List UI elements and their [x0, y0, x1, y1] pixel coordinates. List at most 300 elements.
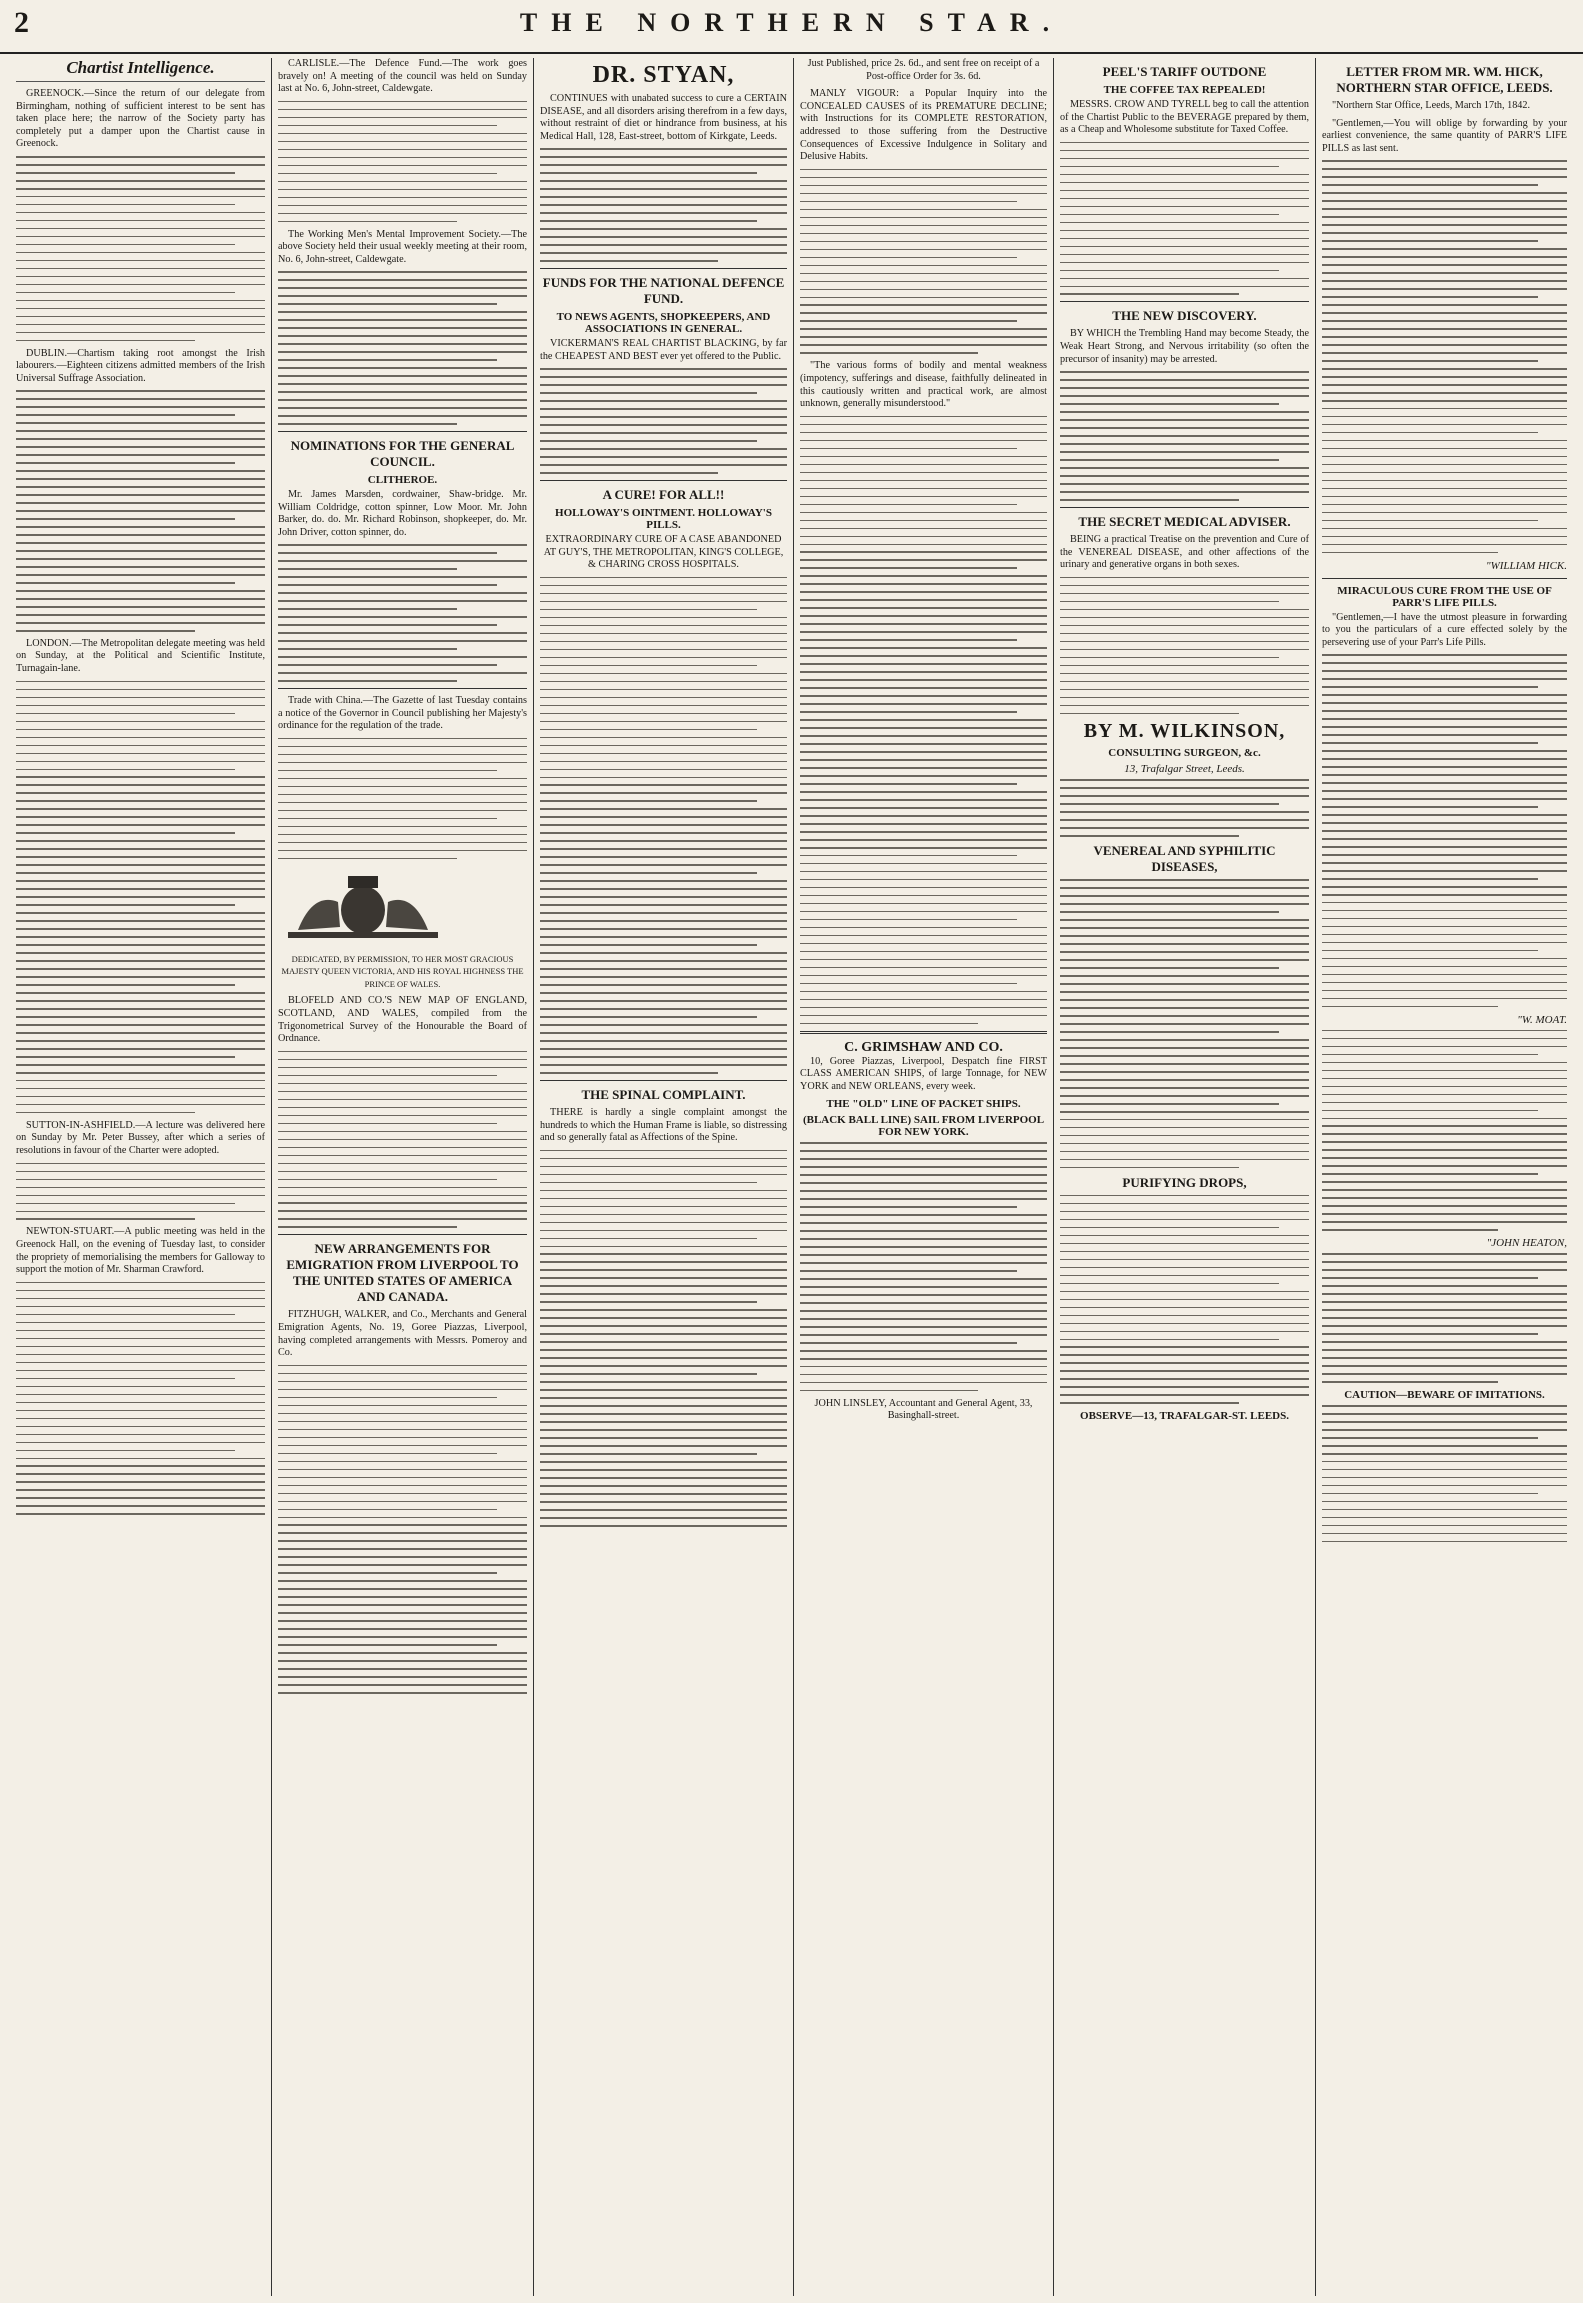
text-line — [540, 1341, 787, 1343]
text-line — [278, 1548, 527, 1550]
text-line — [540, 1381, 787, 1383]
text-line — [16, 976, 265, 978]
text-line — [16, 332, 265, 334]
text-line — [1322, 942, 1567, 944]
text-line — [800, 352, 978, 354]
text-line — [278, 1075, 497, 1077]
text-line — [278, 1195, 527, 1197]
text-line — [1322, 1485, 1567, 1487]
text-line — [540, 1405, 787, 1407]
text-line — [16, 1171, 265, 1173]
text-line — [1322, 416, 1567, 418]
secret-adviser-advert: BEING a practical Treatise on the prevention and Cure of the VENEREAL DISEASE, and other affections of the urinary and generative organs in both sexes. — [1060, 533, 1309, 571]
text-line — [278, 149, 527, 151]
text-line — [540, 1253, 787, 1255]
text-line — [540, 1269, 787, 1271]
text-line — [800, 695, 1047, 697]
text-line — [800, 703, 1047, 705]
text-line — [800, 1318, 1047, 1320]
text-line — [16, 196, 265, 198]
text-line — [1060, 403, 1279, 405]
text-line — [540, 472, 718, 474]
text-line — [1060, 1167, 1239, 1169]
text-line — [800, 879, 1047, 881]
text-block — [16, 156, 265, 341]
text-line — [16, 574, 265, 576]
text-line — [540, 633, 787, 635]
text-line — [278, 197, 527, 199]
text-line — [278, 568, 457, 570]
text-line — [278, 778, 527, 780]
text-line — [1060, 983, 1309, 985]
map-advert: BLOFELD AND CO.'S NEW MAP OF ENGLAND, SCOTLAND, AND WALES, compiled from the Trigonometrical Survey of the Honourable the Board of Ordnance. — [278, 995, 527, 1045]
text-line — [16, 944, 265, 946]
text-line — [16, 406, 265, 408]
text-line — [540, 1421, 787, 1423]
text-line — [800, 440, 1047, 442]
text-line — [1322, 782, 1567, 784]
text-line — [540, 904, 787, 906]
text-line — [800, 935, 1047, 937]
text-line — [540, 984, 787, 986]
text-line — [540, 721, 787, 723]
text-line — [800, 1150, 1047, 1152]
text-line — [800, 575, 1047, 577]
text-line — [800, 1198, 1047, 1200]
text-line — [800, 767, 1047, 769]
text-line — [800, 735, 1047, 737]
text-line — [16, 454, 265, 456]
text-line — [16, 156, 265, 158]
text-line — [540, 1317, 787, 1319]
text-line — [16, 1096, 265, 1098]
text-line — [16, 697, 265, 699]
text-line — [1060, 1211, 1309, 1213]
text-line — [800, 727, 1047, 729]
text-block — [800, 169, 1047, 354]
text-line — [16, 888, 265, 890]
text-line — [800, 591, 1047, 593]
text-line — [1322, 1118, 1567, 1120]
moat-signature: "W. MOAT. — [1517, 1013, 1567, 1026]
text-line — [540, 665, 757, 667]
text-line — [540, 1230, 787, 1232]
text-line — [540, 673, 787, 675]
text-block — [1060, 1195, 1309, 1404]
text-line — [16, 872, 265, 874]
discovery-heading: THE NEW DISCOVERY. — [1112, 308, 1257, 324]
text-line — [540, 609, 757, 611]
text-line — [540, 236, 787, 238]
text-line — [16, 276, 265, 278]
text-line — [16, 705, 265, 707]
text-line — [16, 236, 265, 238]
text-line — [278, 165, 527, 167]
text-block — [1060, 577, 1309, 714]
text-line — [278, 1612, 527, 1614]
text-line — [1322, 472, 1567, 474]
text-line — [1322, 838, 1567, 840]
text-line — [16, 928, 265, 930]
text-line — [800, 217, 1047, 219]
text-line — [540, 212, 787, 214]
text-line — [540, 1413, 787, 1415]
text-line — [278, 319, 527, 321]
text-line — [540, 156, 787, 158]
text-line — [800, 863, 1047, 865]
text-line — [16, 606, 265, 608]
text-line — [278, 680, 457, 682]
caution-heading: CAUTION—BEWARE OF IMITATIONS. — [1344, 1389, 1545, 1401]
text-line — [540, 368, 787, 370]
text-line — [540, 464, 787, 466]
text-line — [278, 213, 527, 215]
text-line — [800, 847, 1047, 849]
text-line — [1060, 467, 1309, 469]
text-line — [1060, 1267, 1309, 1269]
text-line — [278, 794, 527, 796]
text-line — [800, 249, 1047, 251]
text-line — [1060, 705, 1309, 707]
discovery-advert: BY WHICH the Trembling Hand may become Steady, the Weak Heart Strong, and Nervous irritability (so often the precursor of insanity) may be arrested. — [1060, 328, 1309, 365]
text-line — [16, 864, 265, 866]
text-line — [800, 281, 1047, 283]
text-line — [540, 593, 787, 595]
text-line — [278, 335, 527, 337]
text-block — [1322, 654, 1567, 1007]
text-line — [540, 880, 787, 882]
text-line — [1060, 1151, 1309, 1153]
text-line — [540, 1277, 787, 1279]
text-line — [1060, 270, 1279, 272]
column-4 — [794, 58, 1054, 2296]
text-line — [1322, 894, 1567, 896]
text-line — [540, 1056, 787, 1058]
text-line — [278, 560, 527, 562]
grimshaw-title: C. GRIMSHAW AND CO. — [844, 1039, 1003, 1055]
text-line — [540, 792, 787, 794]
text-line — [16, 1434, 265, 1436]
text-line — [800, 1238, 1047, 1240]
text-line — [278, 754, 527, 756]
text-block — [1060, 879, 1309, 1168]
text-line — [278, 141, 527, 143]
blacking-advert: VICKERMAN'S REAL CHARTIST BLACKING, by far the CHEAPEST AND BEST ever yet offered to the Public. — [540, 338, 787, 362]
text-block — [1322, 1405, 1567, 1542]
text-line — [800, 567, 1017, 569]
text-line — [1060, 927, 1309, 929]
text-line — [16, 390, 265, 392]
text-line — [1322, 1253, 1567, 1255]
text-line — [1322, 958, 1567, 960]
text-line — [278, 826, 527, 828]
london-report: LONDON.—The Metropolitan delegate meeting was held on Sunday, at the Political and Scientific Institute, Turnagain-lane. — [16, 637, 265, 675]
text-line — [1322, 1493, 1538, 1495]
text-line — [1060, 835, 1239, 837]
text-line — [16, 952, 265, 954]
text-line — [278, 125, 497, 127]
text-line — [16, 1394, 265, 1396]
text-line — [800, 257, 1017, 259]
text-line — [1060, 633, 1309, 635]
text-line — [1060, 475, 1309, 477]
text-line — [278, 1572, 497, 1574]
text-line — [540, 400, 787, 402]
text-line — [16, 1362, 265, 1364]
text-line — [1060, 419, 1309, 421]
text-line — [800, 1270, 1017, 1272]
hick-dateline: "Northern Star Office, Leeds, March 17th, 1842. — [1332, 100, 1531, 111]
text-line — [540, 1469, 787, 1471]
text-line — [1322, 400, 1567, 402]
text-line — [278, 624, 497, 626]
text-line — [800, 743, 1047, 745]
text-line — [800, 1278, 1047, 1280]
text-line — [278, 648, 457, 650]
drops-heading: PURIFYING DROPS, — [1122, 1174, 1247, 1190]
text-line — [16, 1378, 235, 1380]
emigration-advert: FITZHUGH, WALKER, and Co., Merchants and General Emigration Agents, No. 19, Goree Piazzas, Liverpool, having completed arrangements with Messrs. Pomeroy and Co. — [278, 1309, 527, 1359]
text-line — [16, 566, 265, 568]
text-line — [278, 1485, 527, 1487]
text-line — [278, 770, 497, 772]
text-line — [1060, 278, 1309, 280]
text-line — [1322, 336, 1567, 338]
text-line — [800, 520, 1047, 522]
text-line — [278, 576, 527, 578]
text-line — [1322, 216, 1567, 218]
text-line — [540, 848, 787, 850]
text-line — [1060, 819, 1309, 821]
text-line — [278, 850, 527, 852]
text-line — [540, 872, 757, 874]
text-line — [16, 204, 235, 206]
text-line — [800, 512, 1047, 514]
text-line — [800, 1342, 1017, 1344]
text-line — [1322, 854, 1567, 856]
text-line — [1060, 617, 1309, 619]
text-line — [278, 1676, 527, 1678]
text-line — [1060, 1195, 1309, 1197]
text-line — [540, 148, 787, 150]
text-line — [540, 952, 787, 954]
text-line — [1322, 998, 1567, 1000]
text-line — [278, 1389, 527, 1391]
text-line — [540, 1493, 787, 1495]
text-line — [16, 1386, 265, 1388]
text-line — [1322, 670, 1567, 672]
text-line — [1060, 999, 1309, 1001]
text-line — [1060, 1235, 1309, 1237]
text-line — [1322, 1062, 1567, 1064]
text-line — [278, 1453, 497, 1455]
text-line — [1322, 456, 1567, 458]
text-line — [540, 1325, 787, 1327]
text-line — [278, 1373, 527, 1375]
text-line — [1322, 1046, 1567, 1048]
text-line — [1322, 512, 1567, 514]
text-line — [1322, 1309, 1567, 1311]
text-line — [1060, 1127, 1309, 1129]
text-line — [800, 959, 1047, 961]
text-line — [540, 376, 787, 378]
text-line — [540, 448, 787, 450]
text-line — [1322, 1477, 1567, 1479]
sailing-table — [800, 1142, 1047, 1391]
text-line — [800, 1374, 1047, 1376]
text-line — [16, 753, 265, 755]
text-line — [1322, 654, 1567, 656]
text-line — [1060, 254, 1309, 256]
text-line — [1060, 811, 1309, 813]
text-line — [540, 1333, 787, 1335]
text-line — [278, 109, 527, 111]
defence-fund-subheading: TO NEWS AGENTS, SHOPKEEPERS, AND ASSOCIATIONS IN GENERAL. — [556, 311, 771, 336]
text-line — [1060, 1023, 1309, 1025]
text-line — [278, 1477, 527, 1479]
text-line — [278, 407, 527, 409]
text-line — [16, 494, 265, 496]
text-line — [800, 687, 1047, 689]
text-line — [540, 408, 787, 410]
text-line — [800, 1246, 1047, 1248]
text-line — [800, 967, 1047, 969]
text-line — [800, 855, 1017, 857]
text-line — [278, 842, 527, 844]
text-line — [1322, 208, 1567, 210]
text-line — [1322, 200, 1567, 202]
text-line — [800, 615, 1047, 617]
text-line — [540, 816, 787, 818]
text-line — [278, 664, 497, 666]
text-line — [800, 887, 1047, 889]
text-line — [540, 777, 787, 779]
text-line — [800, 1326, 1047, 1328]
column-5 — [1054, 58, 1316, 2296]
text-line — [16, 880, 265, 882]
text-line — [800, 983, 1017, 985]
text-line — [800, 1366, 1047, 1368]
text-line — [16, 510, 265, 512]
text-line — [1060, 1071, 1309, 1073]
text-line — [278, 343, 527, 345]
text-block — [278, 1365, 527, 1694]
text-line — [278, 762, 527, 764]
text-block — [16, 1163, 265, 1220]
text-line — [1060, 827, 1309, 829]
text-line — [800, 1142, 1047, 1144]
text-block — [1322, 1030, 1567, 1231]
text-line — [800, 623, 1047, 625]
text-line — [1060, 395, 1309, 397]
paper-title: THE NORTHERN STAR. — [519, 8, 1064, 37]
text-line — [540, 1158, 787, 1160]
text-line — [16, 308, 265, 310]
text-line — [1322, 504, 1567, 506]
text-line — [16, 1024, 265, 1026]
text-line — [16, 1338, 265, 1340]
text-block — [16, 681, 265, 1114]
text-line — [1060, 459, 1279, 461]
text-line — [800, 871, 1047, 873]
text-line — [800, 289, 1047, 291]
greenock-report: GREENOCK.—Since the return of our delegate from Birmingham, nothing of sufficient interest to be sent has taken place here; the narrow of the Society party has completely put a damper upon the Chartist cause in Greenock. — [16, 88, 265, 150]
text-line — [800, 951, 1047, 953]
text-line — [278, 1580, 527, 1582]
text-line — [16, 430, 265, 432]
text-line — [540, 689, 787, 691]
text-line — [540, 1214, 787, 1216]
text-line — [540, 440, 757, 442]
text-line — [540, 577, 787, 579]
text-line — [16, 526, 265, 528]
text-line — [1060, 943, 1309, 945]
text-line — [1060, 991, 1309, 993]
text-line — [540, 769, 787, 771]
text-line — [800, 823, 1047, 825]
packet-line: THE "OLD" LINE OF PACKET SHIPS. — [826, 1098, 1021, 1111]
text-line — [1322, 1509, 1567, 1511]
text-line — [800, 831, 1047, 833]
text-line — [278, 1652, 527, 1654]
text-line — [278, 205, 527, 207]
columns — [10, 58, 1573, 2296]
nominations-place: CLITHEROE. — [367, 474, 438, 486]
text-line — [1060, 673, 1309, 675]
nominations-list: Mr. James Marsden, cordwainer, Shaw-bridge. Mr. William Coldridge, cotton spinner, Low Moor. Mr. John Barker, do. do. Mr. Richard Robinson, shopkeeper, do. Mr. John Driver, cotton spinner, do. — [278, 489, 527, 538]
text-line — [540, 1389, 787, 1391]
text-block — [16, 1282, 265, 1515]
text-line — [16, 1298, 265, 1300]
text-line — [1060, 609, 1309, 611]
text-line — [1060, 443, 1309, 445]
text-line — [540, 840, 787, 842]
text-line — [1060, 451, 1309, 453]
text-line — [1322, 910, 1567, 912]
text-line — [1322, 950, 1538, 952]
text-line — [540, 1190, 787, 1192]
text-line — [1322, 1173, 1538, 1175]
text-line — [1322, 990, 1567, 992]
text-line — [1322, 288, 1567, 290]
text-line — [278, 1636, 527, 1638]
moat-letter: "Gentlemen,—I have the utmost pleasure in forwarding to you the particulars of a cure effected solely by the persevering use of your Parr's Life Pills. — [1322, 611, 1567, 648]
heaton-signature: "JOHN HEATON, — [1486, 1237, 1567, 1250]
text-line — [800, 1390, 978, 1392]
cure-case: EXTRAORDINARY CURE OF A CASE ABANDONED AT GUY'S, THE METROPOLITAN, KING'S COLLEGE, & CHARING CROSS HOSPITALS. — [543, 534, 784, 571]
text-line — [16, 776, 265, 778]
text-line — [1060, 206, 1309, 208]
text-line — [1060, 1331, 1309, 1333]
text-line — [800, 177, 1047, 179]
text-line — [1322, 1102, 1567, 1104]
text-line — [800, 1158, 1047, 1160]
text-line — [1322, 1325, 1567, 1327]
text-line — [1322, 1357, 1567, 1359]
text-line — [800, 273, 1047, 275]
text-line — [16, 936, 265, 938]
text-line — [16, 598, 265, 600]
text-line — [1322, 272, 1567, 274]
text-line — [540, 1238, 757, 1240]
text-line — [16, 729, 265, 731]
text-line — [278, 1226, 457, 1228]
text-line — [540, 824, 787, 826]
text-line — [1322, 1094, 1567, 1096]
text-line — [1322, 1205, 1567, 1207]
text-line — [278, 423, 457, 425]
text-line — [1322, 1373, 1567, 1375]
